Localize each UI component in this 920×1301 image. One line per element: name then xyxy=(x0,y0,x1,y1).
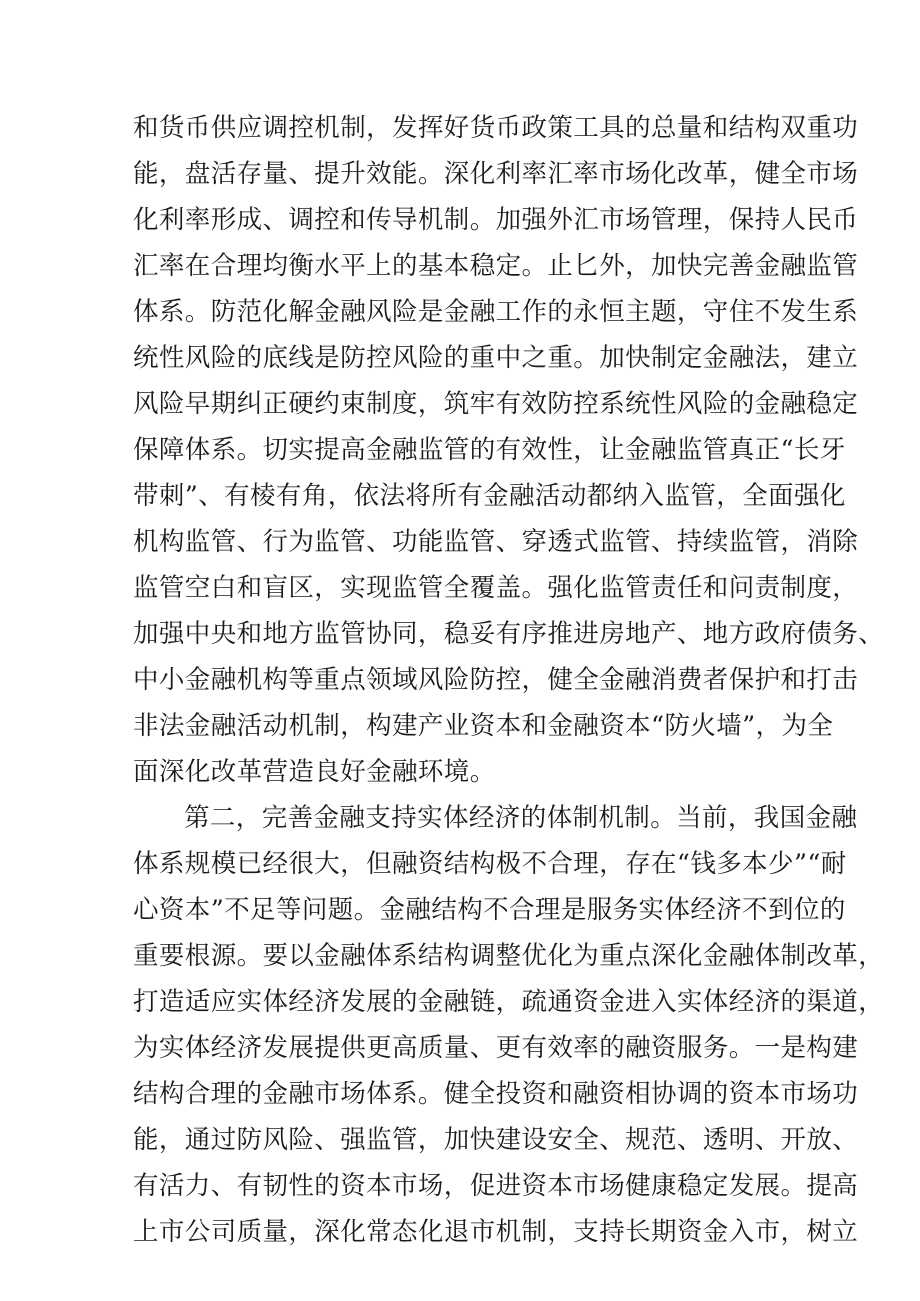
text-line: 重要根源。要以金融体系结构调整优化为重点深化金融体制改革， xyxy=(133,941,885,971)
text-line: 上市公司质量，深化常态化退市机制，支持长期资金入市，树立 xyxy=(133,1217,859,1247)
text-line: 和货币供应调控机制，发挥好货币政策工具的总量和结构双重功 xyxy=(133,113,859,143)
text-line: 化利率形成、调控和传导机制。加强外汇市场管理，保持人民币 xyxy=(133,205,859,235)
text-line: 有活力、有韧性的资本市场，促进资本市场健康稳定发展。提高 xyxy=(133,1171,859,1201)
text-line: 非法金融活动机制，构建产业资本和金融资本“防火墙”，为全 xyxy=(133,711,834,741)
text-line: 中小金融机构等重点领域风险防控，健全金融消费者保护和打击 xyxy=(133,665,859,695)
text-line: 能，通过防风险、强监管，加快建设安全、规范、透明、开放、 xyxy=(133,1125,859,1155)
text-line: 监管空白和盲区，实现监管全覆盖。强化监管责任和问责制度， xyxy=(133,573,859,603)
text-line: 能，盘活存量、提升效能。深化利率汇率市场化改革，健全市场 xyxy=(133,159,859,189)
text-line: 体系。防范化解金融风险是金融工作的永恒主题，守住不发生系 xyxy=(133,297,859,327)
text-line: 心资本”不足等问题。金融结构不合理是服务实体经济不到位的 xyxy=(133,895,846,925)
paragraph-first-line: 第二，完善金融支持实体经济的体制机制。当前，我国金融 xyxy=(184,803,858,833)
text-line: 统性风险的底线是防控风险的重中之重。加快制定金融法，建立 xyxy=(133,343,859,373)
text-line: 汇率在合理均衡水平上的基本稳定。止匕外，加快完善金融监管 xyxy=(133,251,859,281)
text-line: 面深化改革营造良好金融环境。 xyxy=(133,757,496,787)
text-line: 打造适应实体经济发展的金融链，疏通资金进入实体经济的渠道， xyxy=(133,987,885,1017)
text-line: 风险早期纠正硬约束制度，筑牢有效防控系统性风险的金融稳定 xyxy=(133,389,859,419)
text-line: 机构监管、行为监管、功能监管、穿透式监管、持续监管，消除 xyxy=(133,527,859,557)
text-line: 为实体经济发展提供更高质量、更有效率的融资服务。一是构建 xyxy=(133,1033,859,1063)
text-line: 加强中央和地方监管协同，稳妥有序推进房地产、地方政府债务、 xyxy=(133,619,885,649)
text-line: 体系规模已经很大，但融资结构极不合理，存在“钱多本少”“耐 xyxy=(133,849,847,879)
text-line: 带刺”、有棱有角，依法将所有金融活动都纳入监管，全面强化 xyxy=(133,481,846,511)
text-line: 结构合理的金融市场体系。健全投资和融资相协调的资本市场功 xyxy=(133,1079,859,1109)
text-line: 保障体系。切实提高金融监管的有效性，让金融监管真正“长牙 xyxy=(133,435,846,465)
